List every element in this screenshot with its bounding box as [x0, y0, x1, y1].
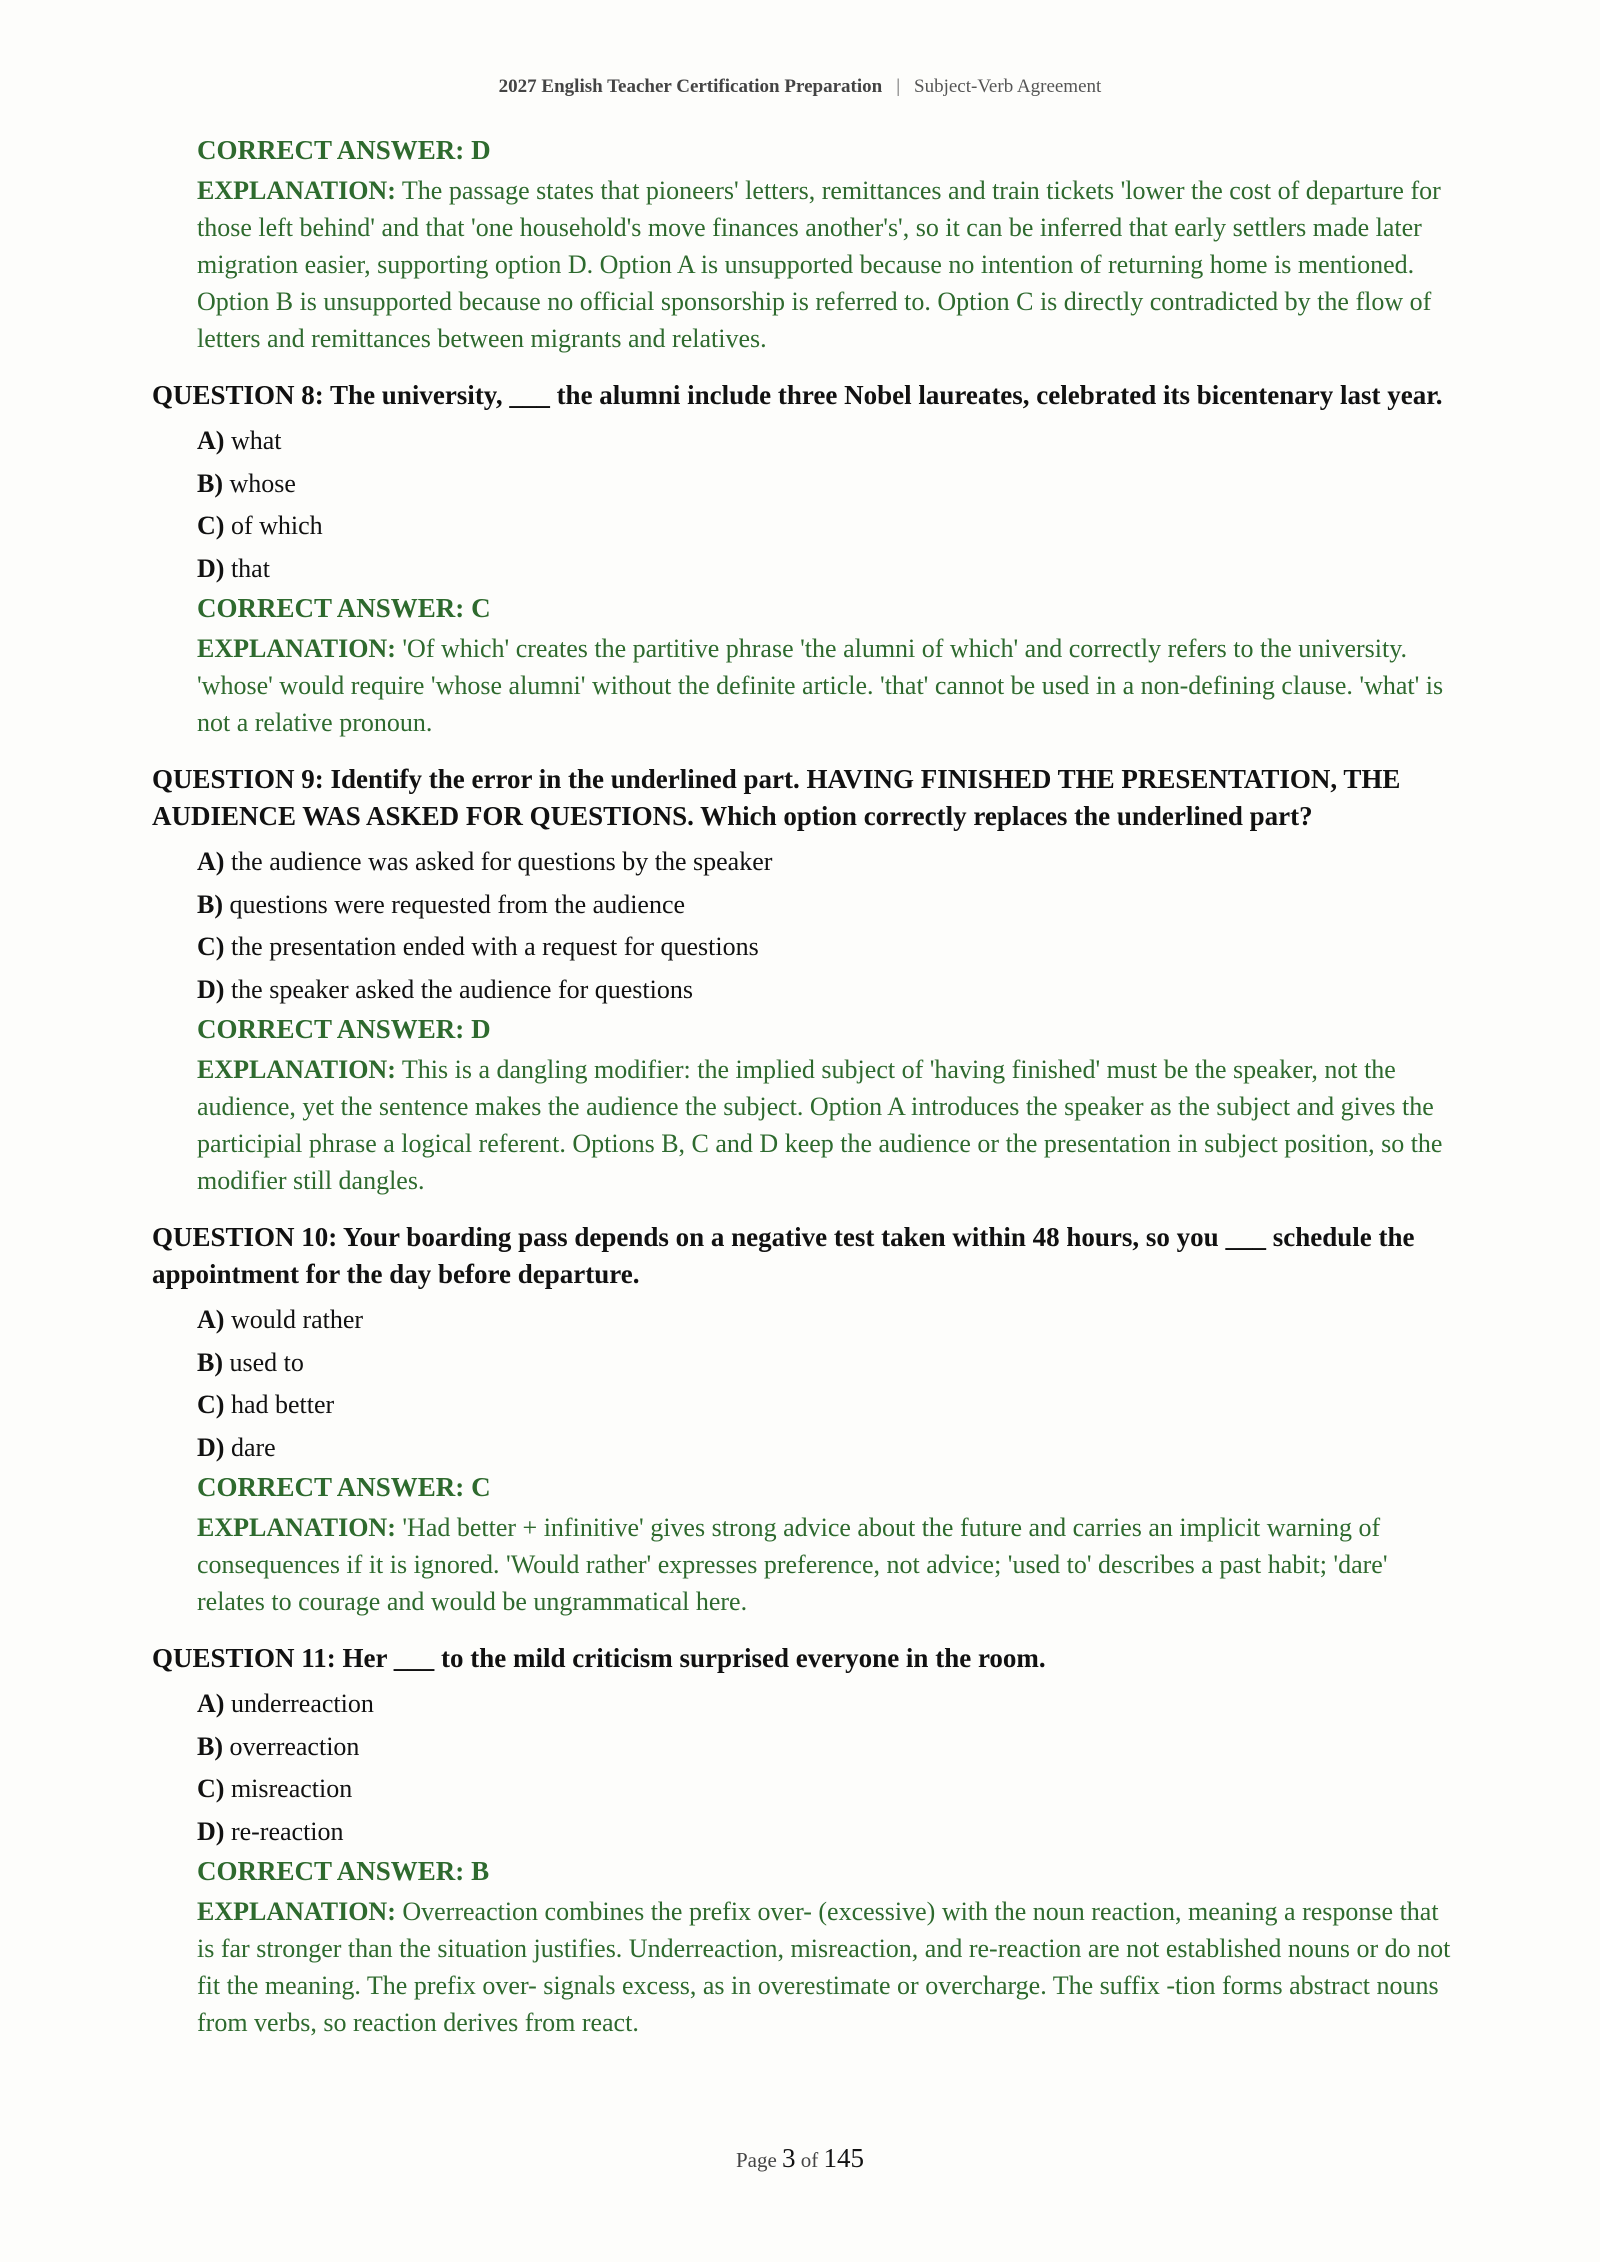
question-heading: QUESTION 8: The university, ___ the alumni include three Nobel laureates, celebrated its bicentenary last year.: [152, 380, 1443, 410]
explanation-label: EXPLANATION:: [197, 176, 396, 205]
correct-answer-label: CORRECT ANSWER:: [197, 1014, 465, 1044]
option-letter: B): [197, 1731, 223, 1761]
question-heading: QUESTION 10: Your boarding pass depends on a negative test taken within 48 hours, so you ___ schedule the appointment for the day before departure.: [152, 1222, 1415, 1289]
correct-answer-value: C: [471, 593, 491, 623]
answer-option: [197, 548, 1452, 591]
option-letter: D): [197, 553, 225, 583]
correct-answer: [197, 1011, 1452, 1047]
option-text: used to: [229, 1347, 304, 1377]
explanation-text: This is a dangling modifier: the implied subject of 'having finished' must be the speaker, not the audience, yet the sentence makes the audience the subject. Option A introduces the speaker as the subject and gives the participial phrase a logical referent. Options B, C and D keep the audience or the presentation in subject position, so the modifier still dangles.: [197, 1055, 1443, 1195]
option-letter: D): [197, 1432, 225, 1462]
option-letter: C): [197, 1390, 225, 1419]
option-text: had better: [230, 1390, 335, 1419]
correct-answer: [197, 1853, 1452, 1889]
option-text: dare: [230, 1432, 276, 1462]
option-text: would rather: [230, 1305, 364, 1334]
question-block: [152, 1640, 1452, 2041]
answer-option: [197, 1768, 1452, 1811]
explanation-text: Overreaction combines the prefix over- (excessive) with the noun reaction, meaning a response that is far stronger than the situation justifies. Underreaction, misreaction, and re-reaction are not established nouns or do not fit the meaning. The prefix over- signals excess, as in overestimate or overcharge. The suffix -tion forms abstract nouns from verbs, so reaction derives from react.: [197, 1897, 1451, 2037]
answer-option: [197, 505, 1452, 548]
option-letter: C): [197, 511, 225, 540]
page-header: [0, 76, 1600, 98]
correct-answer-label: CORRECT ANSWER:: [197, 1472, 465, 1502]
option-list: [197, 1683, 1452, 1853]
correct-answer-label: CORRECT ANSWER:: [197, 1856, 465, 1886]
correct-answer-value: D: [471, 1014, 491, 1044]
option-text: the speaker asked the audience for questions: [230, 974, 693, 1004]
option-text: questions were requested from the audience: [229, 889, 686, 919]
explanation-label: EXPLANATION:: [197, 1055, 396, 1084]
question-list: [152, 377, 1452, 2041]
page-footer: [0, 2143, 1600, 2174]
explanation-label: EXPLANATION:: [197, 1513, 396, 1542]
option-letter: A): [197, 426, 225, 455]
explanation-label: EXPLANATION:: [197, 634, 396, 663]
correct-answer: [197, 590, 1452, 626]
explanation-text: 'Had better + infinitive' gives strong advice about the future and carries an implicit warning of consequences if it is ignored. 'Would rather' expresses preference, not advice; 'used to' describes a past habit; 'dare' relates to courage and would be ungrammatical here.: [197, 1513, 1388, 1616]
explanation: [197, 1051, 1452, 1199]
correct-answer-value: B: [471, 1856, 490, 1886]
question-block: [152, 761, 1452, 1199]
correct-answer: [197, 1469, 1452, 1505]
answer-option: [197, 1811, 1452, 1854]
explanation-label: EXPLANATION:: [197, 1897, 396, 1926]
correct-answer-value: D: [471, 135, 491, 165]
option-letter: B): [197, 468, 223, 498]
option-letter: D): [197, 1816, 225, 1846]
question-heading: QUESTION 11: Her ___ to the mild criticism surprised everyone in the room.: [152, 1643, 1046, 1673]
question-heading: QUESTION 9: Identify the error in the underlined part. HAVING FINISHED THE PRESENTATION, THE AUDIENCE WAS ASKED FOR QUESTIONS. Which option correctly replaces the underlined part?: [152, 764, 1401, 831]
answer-option: [197, 1342, 1452, 1385]
correct-answer: [197, 132, 1452, 168]
correct-answer-label: CORRECT ANSWER:: [197, 593, 465, 623]
option-list: [197, 841, 1452, 1011]
correct-answer-label: CORRECT ANSWER:: [197, 135, 465, 165]
answer-option: [197, 926, 1452, 969]
document-title: 2027 English Teacher Certification Preparation: [498, 76, 883, 97]
option-text: the presentation ended with a request for questions: [230, 932, 759, 961]
answer-option: [197, 1384, 1452, 1427]
option-letter: C): [197, 1774, 225, 1803]
explanation: [197, 630, 1452, 741]
explanation-text: The passage states that pioneers' letters, remittances and train tickets 'lower the cost of departure for those left behind' and that 'one household's move finances another's', so it can be inferred that early settlers made later migration easier, supporting option D. Option A is unsupported because no intention of returning home is mentioned. Option B is unsupported because no official sponsorship is referred to. Option C is directly contradicted by the flow of letters and remittances between migrants and relatives.: [197, 176, 1441, 353]
correct-answer-value: C: [471, 1472, 491, 1502]
answer-option: [197, 463, 1452, 506]
option-letter: A): [197, 847, 225, 876]
option-text: what: [230, 426, 282, 455]
option-text: re-reaction: [230, 1816, 344, 1846]
answer-option: [197, 1299, 1452, 1342]
explanation: [197, 172, 1452, 357]
answer-option: [197, 841, 1452, 884]
page-word: Page: [735, 2148, 777, 2172]
option-letter: B): [197, 1347, 223, 1377]
answer-option: [197, 884, 1452, 927]
option-text: that: [230, 553, 270, 583]
option-text: underreaction: [230, 1689, 374, 1718]
answer-option: [197, 1726, 1452, 1769]
option-letter: A): [197, 1305, 225, 1334]
option-text: the audience was asked for questions by the speaker: [230, 847, 773, 876]
of-word: of: [800, 2148, 819, 2172]
header-separator: |: [896, 76, 900, 97]
page-number: 3: [782, 2143, 796, 2173]
question-block: [152, 377, 1452, 741]
option-text: overreaction: [229, 1731, 360, 1761]
question-block: [152, 1219, 1452, 1620]
option-text: misreaction: [230, 1774, 353, 1803]
option-letter: A): [197, 1689, 225, 1718]
option-letter: B): [197, 889, 223, 919]
option-text: whose: [229, 468, 296, 498]
page-content: [152, 132, 1452, 2041]
answer-option: [197, 1683, 1452, 1726]
explanation-text: 'Of which' creates the partitive phrase 'the alumni of which' and correctly refers to the university. 'whose' would require 'whose alumni' without the definite article. 'that' cannot be used in a non-defining clause. 'what' is not a relative pronoun.: [197, 634, 1444, 737]
option-text: of which: [230, 511, 323, 540]
option-list: [197, 420, 1452, 590]
explanation: [197, 1893, 1452, 2041]
answer-option: [197, 420, 1452, 463]
explanation: [197, 1509, 1452, 1620]
option-list: [197, 1299, 1452, 1469]
document-subtitle: Subject-Verb Agreement: [914, 76, 1102, 97]
answer-option: [197, 969, 1452, 1012]
option-letter: C): [197, 932, 225, 961]
option-letter: D): [197, 974, 225, 1004]
total-pages: 145: [823, 2143, 865, 2173]
answer-option: [197, 1427, 1452, 1470]
